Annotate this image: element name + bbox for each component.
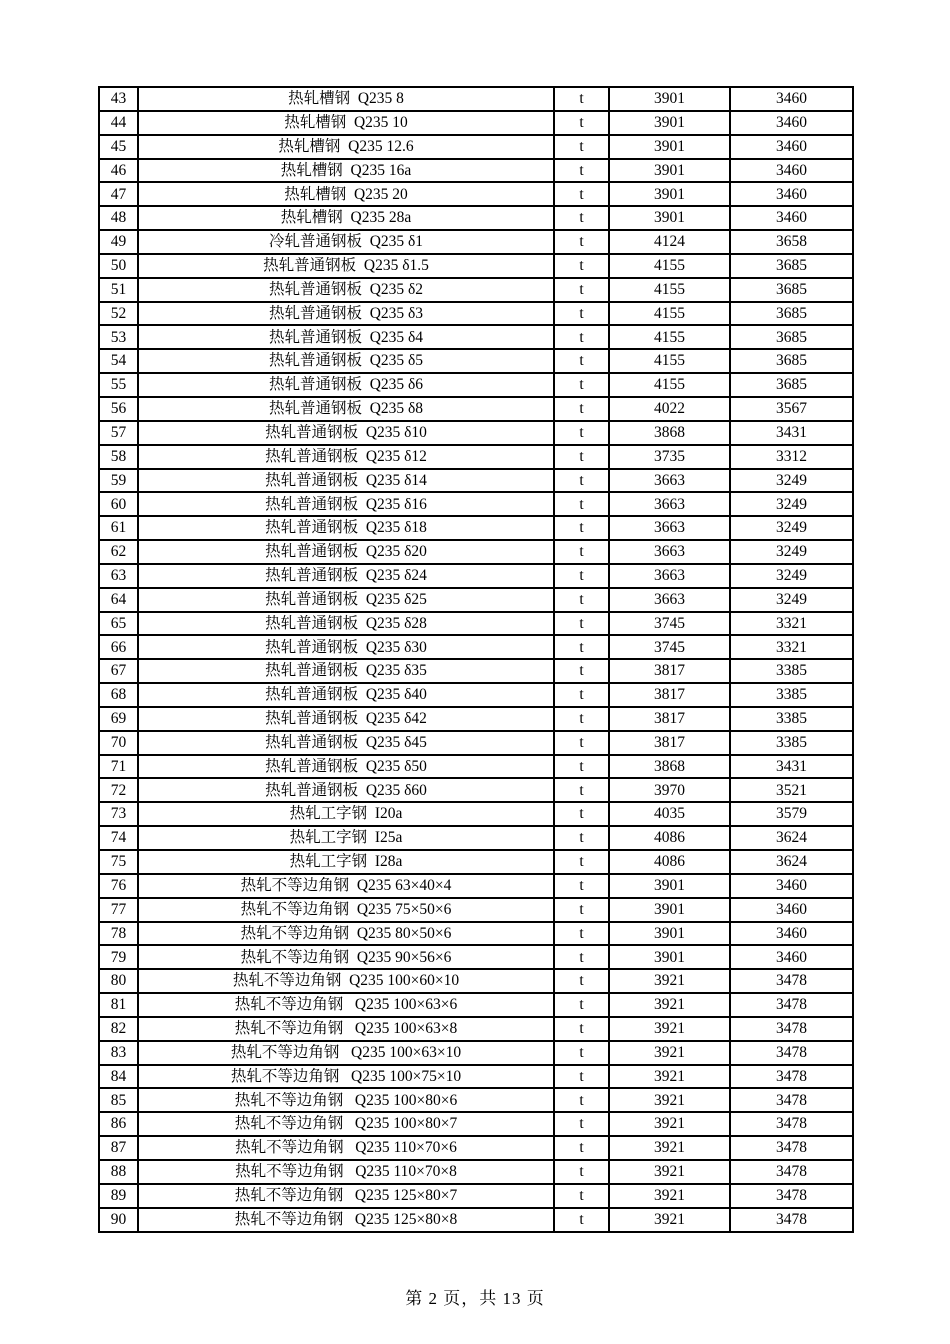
unit-cell: t [554, 325, 609, 349]
row-number-cell: 79 [99, 945, 138, 969]
row-number-cell: 52 [99, 302, 138, 326]
item-name-cell: 冷轧普通钢板 Q235 δ1 [138, 230, 554, 254]
unit-cell: t [554, 969, 609, 993]
price-a-cell: 4155 [609, 302, 730, 326]
row-number-cell: 63 [99, 564, 138, 588]
unit-cell: t [554, 1017, 609, 1041]
table-row [99, 898, 853, 922]
row-number-cell: 66 [99, 635, 138, 659]
item-name-cell: 热轧普通钢板 Q235 δ30 [138, 635, 554, 659]
table-row [99, 778, 853, 802]
unit-cell: t [554, 1088, 609, 1112]
unit-cell: t [554, 731, 609, 755]
row-number-cell: 64 [99, 588, 138, 612]
price-a-cell: 4155 [609, 373, 730, 397]
unit-cell: t [554, 612, 609, 636]
row-number-cell: 57 [99, 421, 138, 445]
row-number-cell: 50 [99, 254, 138, 278]
price-a-cell: 3921 [609, 969, 730, 993]
price-a-cell: 4155 [609, 254, 730, 278]
unit-cell: t [554, 1184, 609, 1208]
price-b-cell: 3460 [730, 898, 853, 922]
price-a-cell: 4022 [609, 397, 730, 421]
item-name-cell: 热轧不等边角钢 Q235 100×63×10 [138, 1041, 554, 1065]
item-name-cell: 热轧普通钢板 Q235 δ60 [138, 778, 554, 802]
row-number-cell: 44 [99, 111, 138, 135]
row-number-cell: 88 [99, 1160, 138, 1184]
row-number-cell: 55 [99, 373, 138, 397]
price-a-cell: 4124 [609, 230, 730, 254]
item-name-cell: 热轧普通钢板 Q235 δ50 [138, 755, 554, 779]
price-a-cell: 3663 [609, 469, 730, 493]
price-a-cell: 3817 [609, 683, 730, 707]
table-row [99, 325, 853, 349]
price-b-cell: 3567 [730, 397, 853, 421]
price-b-cell: 3460 [730, 945, 853, 969]
item-name-cell: 热轧工字钢 I20a [138, 802, 554, 826]
unit-cell: t [554, 755, 609, 779]
unit-cell: t [554, 850, 609, 874]
table-row [99, 922, 853, 946]
unit-cell: t [554, 802, 609, 826]
price-b-cell: 3321 [730, 612, 853, 636]
row-number-cell: 62 [99, 540, 138, 564]
price-b-cell: 3579 [730, 802, 853, 826]
unit-cell: t [554, 135, 609, 159]
price-a-cell: 3921 [609, 1136, 730, 1160]
row-number-cell: 69 [99, 707, 138, 731]
item-name-cell: 热轧不等边角钢 Q235 110×70×8 [138, 1160, 554, 1184]
price-a-cell: 3868 [609, 421, 730, 445]
price-table [98, 86, 854, 1233]
price-b-cell: 3460 [730, 87, 853, 111]
price-b-cell: 3431 [730, 421, 853, 445]
price-a-cell: 3901 [609, 945, 730, 969]
table-row [99, 993, 853, 1017]
price-b-cell: 3478 [730, 1088, 853, 1112]
unit-cell: t [554, 492, 609, 516]
unit-cell: t [554, 993, 609, 1017]
unit-cell: t [554, 516, 609, 540]
price-a-cell: 3745 [609, 612, 730, 636]
price-b-cell: 3478 [730, 1136, 853, 1160]
row-number-cell: 90 [99, 1208, 138, 1232]
price-b-cell: 3312 [730, 445, 853, 469]
price-a-cell: 3921 [609, 1160, 730, 1184]
row-number-cell: 47 [99, 182, 138, 206]
table-row [99, 564, 853, 588]
item-name-cell: 热轧普通钢板 Q235 δ45 [138, 731, 554, 755]
unit-cell: t [554, 469, 609, 493]
price-b-cell: 3478 [730, 1041, 853, 1065]
table-row [99, 802, 853, 826]
unit-cell: t [554, 707, 609, 731]
price-a-cell: 3901 [609, 87, 730, 111]
table-row [99, 397, 853, 421]
price-b-cell: 3685 [730, 349, 853, 373]
item-name-cell: 热轧普通钢板 Q235 δ1.5 [138, 254, 554, 278]
unit-cell: t [554, 564, 609, 588]
item-name-cell: 热轧槽钢 Q235 16a [138, 159, 554, 183]
table-row [99, 755, 853, 779]
price-b-cell: 3478 [730, 1184, 853, 1208]
item-name-cell: 热轧工字钢 I28a [138, 850, 554, 874]
price-b-cell: 3521 [730, 778, 853, 802]
unit-cell: t [554, 922, 609, 946]
row-number-cell: 59 [99, 469, 138, 493]
unit-cell: t [554, 111, 609, 135]
item-name-cell: 热轧普通钢板 Q235 δ42 [138, 707, 554, 731]
price-a-cell: 3745 [609, 635, 730, 659]
unit-cell: t [554, 182, 609, 206]
price-b-cell: 3624 [730, 850, 853, 874]
row-number-cell: 54 [99, 349, 138, 373]
row-number-cell: 70 [99, 731, 138, 755]
row-number-cell: 61 [99, 516, 138, 540]
price-a-cell: 3663 [609, 492, 730, 516]
unit-cell: t [554, 278, 609, 302]
item-name-cell: 热轧不等边角钢 Q235 125×80×8 [138, 1208, 554, 1232]
unit-cell: t [554, 421, 609, 445]
table-row [99, 278, 853, 302]
table-row [99, 707, 853, 731]
table-row [99, 87, 853, 111]
row-number-cell: 76 [99, 874, 138, 898]
table-row [99, 850, 853, 874]
item-name-cell: 热轧不等边角钢 Q235 100×60×10 [138, 969, 554, 993]
row-number-cell: 73 [99, 802, 138, 826]
row-number-cell: 51 [99, 278, 138, 302]
table-row [99, 349, 853, 373]
table-row [99, 635, 853, 659]
unit-cell: t [554, 445, 609, 469]
item-name-cell: 热轧普通钢板 Q235 δ28 [138, 612, 554, 636]
price-b-cell: 3478 [730, 1112, 853, 1136]
unit-cell: t [554, 778, 609, 802]
item-name-cell: 热轧普通钢板 Q235 δ14 [138, 469, 554, 493]
table-row [99, 516, 853, 540]
table-row [99, 1065, 853, 1089]
unit-cell: t [554, 540, 609, 564]
row-number-cell: 78 [99, 922, 138, 946]
price-a-cell: 3901 [609, 922, 730, 946]
table-row [99, 731, 853, 755]
unit-cell: t [554, 635, 609, 659]
item-name-cell: 热轧普通钢板 Q235 δ3 [138, 302, 554, 326]
table-row [99, 1017, 853, 1041]
row-number-cell: 46 [99, 159, 138, 183]
table-row [99, 492, 853, 516]
price-a-cell: 3921 [609, 1065, 730, 1089]
price-b-cell: 3685 [730, 373, 853, 397]
price-b-cell: 3249 [730, 492, 853, 516]
price-b-cell: 3385 [730, 707, 853, 731]
table-row [99, 469, 853, 493]
item-name-cell: 热轧不等边角钢 Q235 90×56×6 [138, 945, 554, 969]
row-number-cell: 67 [99, 659, 138, 683]
row-number-cell: 56 [99, 397, 138, 421]
unit-cell: t [554, 206, 609, 230]
unit-cell: t [554, 683, 609, 707]
item-name-cell: 热轧不等边角钢 Q235 75×50×6 [138, 898, 554, 922]
price-b-cell: 3460 [730, 922, 853, 946]
item-name-cell: 热轧普通钢板 Q235 δ2 [138, 278, 554, 302]
price-a-cell: 3663 [609, 588, 730, 612]
table-row [99, 1041, 853, 1065]
unit-cell: t [554, 826, 609, 850]
table-row [99, 159, 853, 183]
price-b-cell: 3478 [730, 993, 853, 1017]
price-a-cell: 3921 [609, 1041, 730, 1065]
price-a-cell: 3735 [609, 445, 730, 469]
unit-cell: t [554, 874, 609, 898]
row-number-cell: 58 [99, 445, 138, 469]
table-row [99, 969, 853, 993]
item-name-cell: 热轧不等边角钢 Q235 80×50×6 [138, 922, 554, 946]
item-name-cell: 热轧不等边角钢 Q235 110×70×6 [138, 1136, 554, 1160]
price-b-cell: 3624 [730, 826, 853, 850]
unit-cell: t [554, 1041, 609, 1065]
row-number-cell: 84 [99, 1065, 138, 1089]
price-a-cell: 3921 [609, 1112, 730, 1136]
price-a-cell: 4086 [609, 850, 730, 874]
item-name-cell: 热轧槽钢 Q235 10 [138, 111, 554, 135]
price-a-cell: 3921 [609, 1184, 730, 1208]
price-b-cell: 3685 [730, 278, 853, 302]
unit-cell: t [554, 588, 609, 612]
row-number-cell: 60 [99, 492, 138, 516]
row-number-cell: 71 [99, 755, 138, 779]
price-a-cell: 3817 [609, 707, 730, 731]
row-number-cell: 65 [99, 612, 138, 636]
item-name-cell: 热轧普通钢板 Q235 δ12 [138, 445, 554, 469]
row-number-cell: 75 [99, 850, 138, 874]
unit-cell: t [554, 945, 609, 969]
price-b-cell: 3460 [730, 874, 853, 898]
price-a-cell: 3868 [609, 755, 730, 779]
price-a-cell: 3921 [609, 1088, 730, 1112]
row-number-cell: 86 [99, 1112, 138, 1136]
price-a-cell: 3921 [609, 1208, 730, 1232]
table-row [99, 826, 853, 850]
price-b-cell: 3685 [730, 302, 853, 326]
price-b-cell: 3460 [730, 135, 853, 159]
price-b-cell: 3460 [730, 159, 853, 183]
unit-cell: t [554, 87, 609, 111]
row-number-cell: 48 [99, 206, 138, 230]
price-b-cell: 3685 [730, 325, 853, 349]
price-a-cell: 3970 [609, 778, 730, 802]
item-name-cell: 热轧不等边角钢 Q235 100×63×6 [138, 993, 554, 1017]
item-name-cell: 热轧不等边角钢 Q235 100×75×10 [138, 1065, 554, 1089]
item-name-cell: 热轧普通钢板 Q235 δ18 [138, 516, 554, 540]
table-row [99, 206, 853, 230]
unit-cell: t [554, 230, 609, 254]
unit-cell: t [554, 1112, 609, 1136]
price-b-cell: 3460 [730, 111, 853, 135]
price-b-cell: 3385 [730, 659, 853, 683]
item-name-cell: 热轧普通钢板 Q235 δ8 [138, 397, 554, 421]
unit-cell: t [554, 1208, 609, 1232]
item-name-cell: 热轧普通钢板 Q235 δ40 [138, 683, 554, 707]
price-b-cell: 3249 [730, 469, 853, 493]
table-row [99, 874, 853, 898]
item-name-cell: 热轧普通钢板 Q235 δ10 [138, 421, 554, 445]
table-row [99, 659, 853, 683]
table-row [99, 588, 853, 612]
table-row [99, 945, 853, 969]
item-name-cell: 热轧普通钢板 Q235 δ16 [138, 492, 554, 516]
item-name-cell: 热轧不等边角钢 Q235 100×80×7 [138, 1112, 554, 1136]
unit-cell: t [554, 898, 609, 922]
unit-cell: t [554, 373, 609, 397]
table-row [99, 135, 853, 159]
price-a-cell: 3901 [609, 182, 730, 206]
price-a-cell: 3817 [609, 659, 730, 683]
row-number-cell: 83 [99, 1041, 138, 1065]
price-a-cell: 4086 [609, 826, 730, 850]
price-a-cell: 3817 [609, 731, 730, 755]
row-number-cell: 74 [99, 826, 138, 850]
row-number-cell: 53 [99, 325, 138, 349]
table-row [99, 254, 853, 278]
price-b-cell: 3249 [730, 564, 853, 588]
price-b-cell: 3478 [730, 1160, 853, 1184]
price-b-cell: 3478 [730, 969, 853, 993]
row-number-cell: 82 [99, 1017, 138, 1041]
price-b-cell: 3321 [730, 635, 853, 659]
price-b-cell: 3478 [730, 1208, 853, 1232]
table-row [99, 1160, 853, 1184]
item-name-cell: 热轧普通钢板 Q235 δ4 [138, 325, 554, 349]
price-b-cell: 3249 [730, 540, 853, 564]
price-a-cell: 3921 [609, 993, 730, 1017]
table-row [99, 683, 853, 707]
page-footer [0, 1284, 950, 1309]
price-a-cell: 3901 [609, 898, 730, 922]
item-name-cell: 热轧不等边角钢 Q235 63×40×4 [138, 874, 554, 898]
unit-cell: t [554, 1065, 609, 1089]
price-a-cell: 3663 [609, 564, 730, 588]
item-name-cell: 热轧普通钢板 Q235 δ25 [138, 588, 554, 612]
table-row [99, 540, 853, 564]
price-a-cell: 3901 [609, 874, 730, 898]
item-name-cell: 热轧工字钢 I25a [138, 826, 554, 850]
row-number-cell: 80 [99, 969, 138, 993]
row-number-cell: 81 [99, 993, 138, 1017]
unit-cell: t [554, 254, 609, 278]
price-a-cell: 4035 [609, 802, 730, 826]
table-row [99, 1136, 853, 1160]
price-b-cell: 3385 [730, 731, 853, 755]
row-number-cell: 72 [99, 778, 138, 802]
item-name-cell: 热轧槽钢 Q235 28a [138, 206, 554, 230]
unit-cell: t [554, 302, 609, 326]
price-a-cell: 3921 [609, 1017, 730, 1041]
table-row [99, 612, 853, 636]
price-a-cell: 4155 [609, 325, 730, 349]
unit-cell: t [554, 349, 609, 373]
table-row [99, 1184, 853, 1208]
price-b-cell: 3249 [730, 516, 853, 540]
table-row [99, 1088, 853, 1112]
price-b-cell: 3685 [730, 254, 853, 278]
unit-cell: t [554, 397, 609, 421]
item-name-cell: 热轧不等边角钢 Q235 100×80×6 [138, 1088, 554, 1112]
row-number-cell: 87 [99, 1136, 138, 1160]
row-number-cell: 89 [99, 1184, 138, 1208]
price-table-body [99, 87, 853, 1232]
price-b-cell: 3431 [730, 755, 853, 779]
table-row [99, 421, 853, 445]
price-b-cell: 3460 [730, 182, 853, 206]
table-row [99, 111, 853, 135]
price-b-cell: 3385 [730, 683, 853, 707]
item-name-cell: 热轧普通钢板 Q235 δ24 [138, 564, 554, 588]
table-row [99, 1112, 853, 1136]
row-number-cell: 45 [99, 135, 138, 159]
unit-cell: t [554, 159, 609, 183]
item-name-cell: 热轧槽钢 Q235 12.6 [138, 135, 554, 159]
price-b-cell: 3658 [730, 230, 853, 254]
price-a-cell: 4155 [609, 349, 730, 373]
row-number-cell: 49 [99, 230, 138, 254]
table-row [99, 182, 853, 206]
item-name-cell: 热轧普通钢板 Q235 δ5 [138, 349, 554, 373]
page-indicator: 第 2 页，共 13 页 [405, 1289, 545, 1308]
table-row [99, 445, 853, 469]
price-a-cell: 3663 [609, 540, 730, 564]
table-row [99, 1208, 853, 1232]
row-number-cell: 85 [99, 1088, 138, 1112]
row-number-cell: 68 [99, 683, 138, 707]
table-row [99, 373, 853, 397]
item-name-cell: 热轧普通钢板 Q235 δ6 [138, 373, 554, 397]
table-row [99, 230, 853, 254]
item-name-cell: 热轧槽钢 Q235 8 [138, 87, 554, 111]
price-b-cell: 3460 [730, 206, 853, 230]
item-name-cell: 热轧普通钢板 Q235 δ20 [138, 540, 554, 564]
item-name-cell: 热轧不等边角钢 Q235 100×63×8 [138, 1017, 554, 1041]
item-name-cell: 热轧普通钢板 Q235 δ35 [138, 659, 554, 683]
unit-cell: t [554, 659, 609, 683]
price-b-cell: 3478 [730, 1017, 853, 1041]
row-number-cell: 77 [99, 898, 138, 922]
item-name-cell: 热轧不等边角钢 Q235 125×80×7 [138, 1184, 554, 1208]
price-b-cell: 3249 [730, 588, 853, 612]
price-a-cell: 3901 [609, 135, 730, 159]
price-a-cell: 4155 [609, 278, 730, 302]
price-b-cell: 3478 [730, 1065, 853, 1089]
price-a-cell: 3663 [609, 516, 730, 540]
price-a-cell: 3901 [609, 206, 730, 230]
row-number-cell: 43 [99, 87, 138, 111]
item-name-cell: 热轧槽钢 Q235 20 [138, 182, 554, 206]
table-row [99, 302, 853, 326]
price-a-cell: 3901 [609, 111, 730, 135]
unit-cell: t [554, 1136, 609, 1160]
unit-cell: t [554, 1160, 609, 1184]
price-a-cell: 3901 [609, 159, 730, 183]
